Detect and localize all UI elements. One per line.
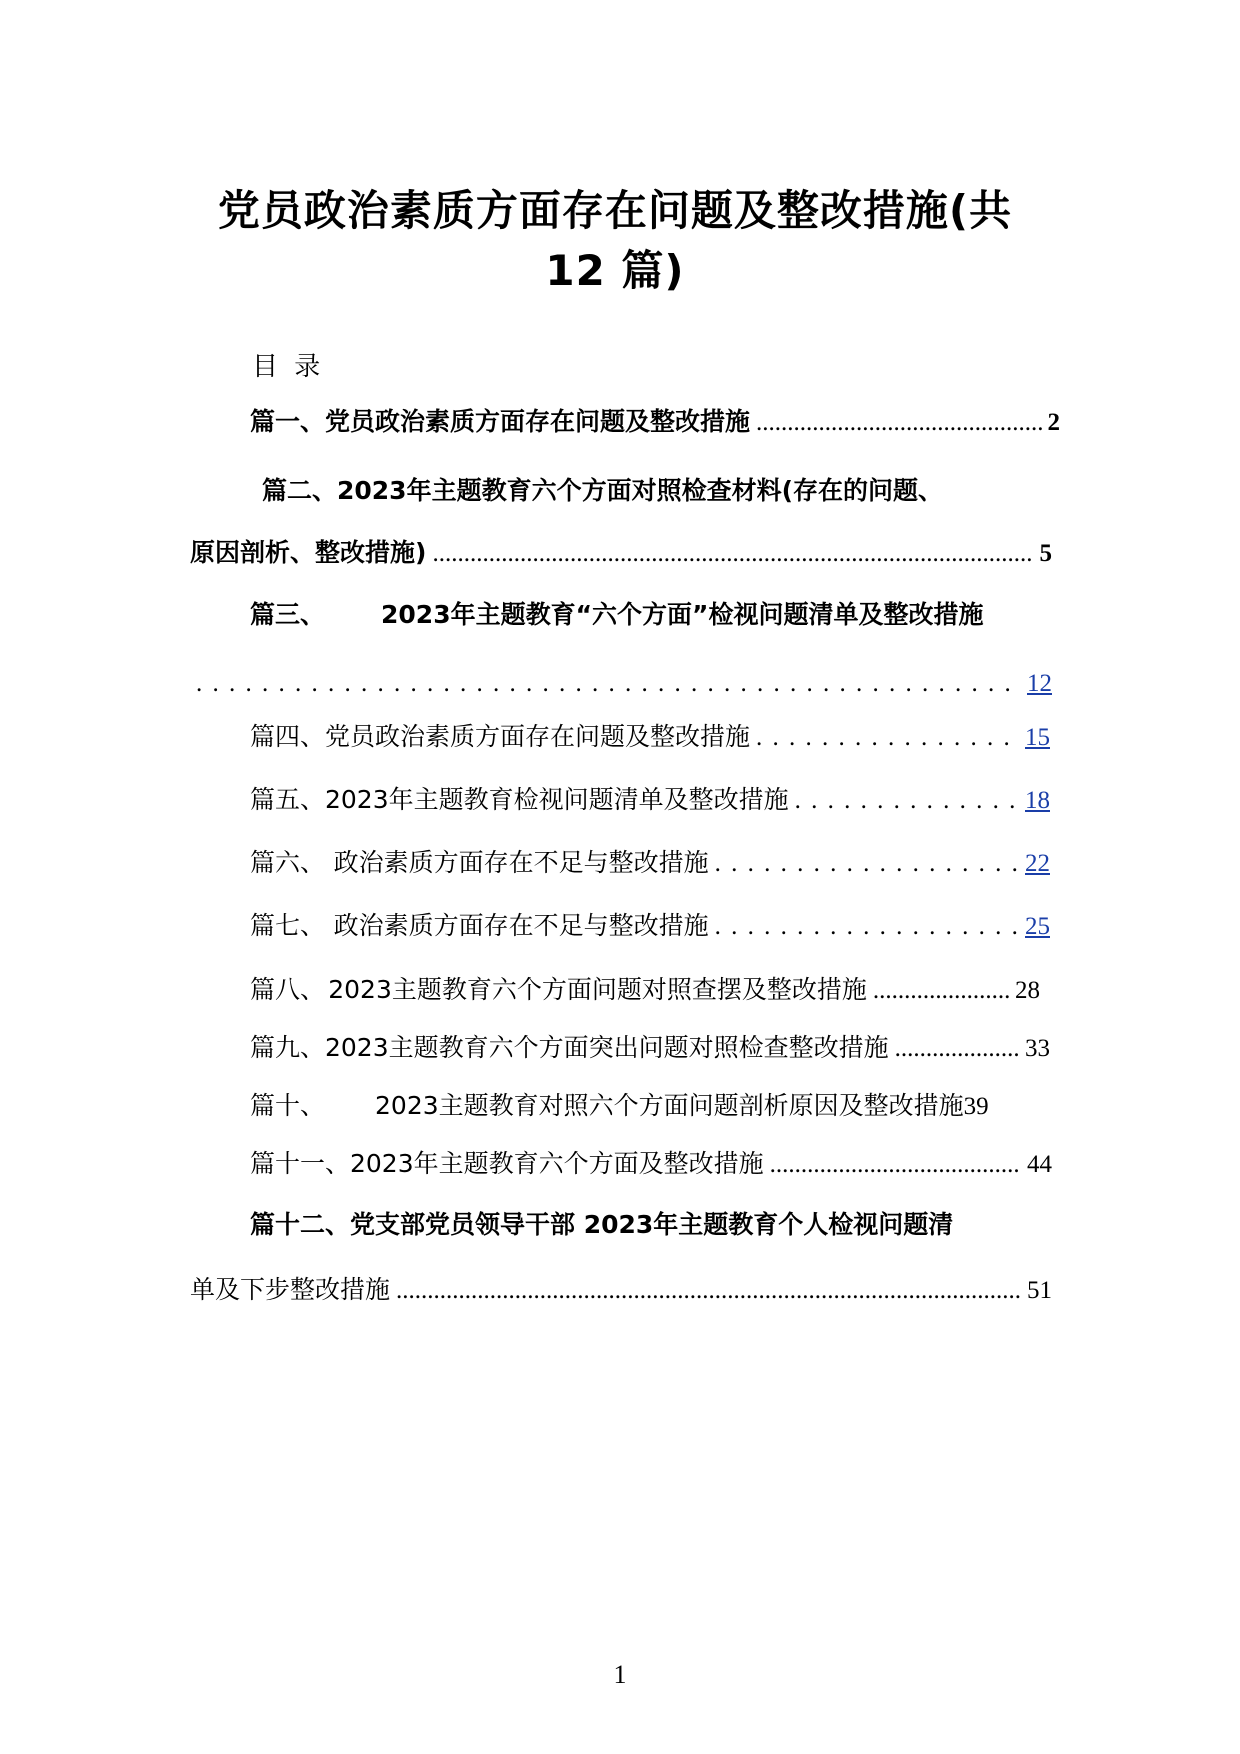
document-title-line-2: 12 篇) [545, 246, 685, 295]
toc-entry-5[interactable] [250, 783, 1050, 818]
toc-entry-8[interactable] [250, 973, 1040, 1008]
toc-leader [795, 784, 1019, 818]
toc-entry-text: 篇二、2023年主题教育六个方面对照检查材料(存在的问题、 [262, 476, 944, 505]
toc-entry-4[interactable] [250, 720, 1050, 755]
toc-entry-label: 篇十、 [250, 1091, 326, 1120]
page-number: 1 [613, 1660, 627, 1689]
toc-page-number: 39 [963, 1093, 989, 1120]
toc-entry-text: 原因剖析、整改措施) [190, 538, 427, 567]
toc-heading: 目 录 [252, 352, 325, 382]
toc-leader [756, 721, 1019, 755]
toc-entry-10[interactable] [250, 1089, 1060, 1124]
toc-entry-label: 篇八、 [250, 975, 326, 1004]
toc-entry-1[interactable] [250, 405, 1060, 440]
toc-page-number: 28 [1015, 977, 1040, 1004]
toc-entry-7[interactable] [250, 909, 1050, 944]
toc-entry-12-line-2[interactable] [190, 1273, 1052, 1308]
toc-page-number: 44 [1027, 1151, 1052, 1178]
toc-entry-2-line-2[interactable] [190, 536, 1052, 571]
toc-entry-9[interactable] [250, 1031, 1050, 1066]
toc-page-link[interactable]: 15 [1025, 724, 1050, 751]
toc-leader [396, 1274, 1021, 1308]
toc-entry-text: 篇四、党员政治素质方面存在问题及整改措施 [250, 722, 751, 751]
toc-entry-3-line-2[interactable] [190, 667, 1052, 701]
toc-page-number: 51 [1027, 1277, 1052, 1304]
toc-leader [432, 537, 1033, 571]
toc-entry-text: 政治素质方面存在不足与整改措施 [333, 848, 709, 877]
toc-entry-text: 篇九、2023主题教育六个方面突出问题对照检查整改措施 [250, 1033, 889, 1062]
toc-page-link[interactable]: 12 [1027, 670, 1052, 697]
toc-entry-label: 篇六、 [250, 848, 326, 877]
toc-entry-text: 篇一、党员政治素质方面存在问题及整改措施 [250, 407, 751, 436]
toc-page-link[interactable]: 22 [1025, 850, 1050, 877]
toc-leader [756, 406, 1041, 440]
toc-entry-label: 篇三、 [250, 600, 326, 629]
toc-entry-text: 政治素质方面存在不足与整改措施 [333, 911, 709, 940]
toc-entry-11[interactable] [250, 1147, 1052, 1182]
document-title-line-1: 党员政治素质方面存在问题及整改措施(共 [217, 186, 1013, 235]
toc-entry-2-line-1[interactable] [262, 474, 1062, 508]
toc-entry-text: 2023主题教育对照六个方面问题剖析原因及整改措施 [375, 1091, 964, 1120]
toc-leader [770, 1148, 1021, 1182]
toc-entry-12-line-1[interactable] [250, 1208, 1060, 1242]
toc-entry-text: 单及下步整改措施 [190, 1275, 391, 1304]
toc-entry-6[interactable] [250, 846, 1050, 881]
toc-leader [715, 910, 1019, 944]
toc-entry-text: 篇十一、2023年主题教育六个方面及整改措施 [250, 1149, 764, 1178]
toc-page-number: 5 [1039, 540, 1052, 567]
toc-page-link[interactable]: 25 [1025, 913, 1050, 940]
toc-entry-text: 篇十二、党支部党员领导干部 2023年主题教育个人检视问题清 [250, 1210, 954, 1239]
toc-leader [715, 847, 1019, 881]
toc-entry-text: 2023主题教育六个方面问题对照查摆及整改措施 [328, 975, 867, 1004]
toc-page-number: 33 [1025, 1035, 1050, 1062]
toc-entry-text: 2023年主题教育“六个方面”检视问题清单及整改措施 [381, 600, 984, 629]
toc-leader [873, 974, 1009, 1008]
toc-entry-label: 篇七、 [250, 911, 326, 940]
toc-page-link[interactable]: 18 [1025, 787, 1050, 814]
toc-entry-text: 篇五、2023年主题教育检视问题清单及整改措施 [250, 785, 789, 814]
toc-entry-3-line-1[interactable] [250, 598, 1060, 632]
toc-leader [895, 1032, 1019, 1066]
toc-page-number: 2 [1047, 409, 1060, 436]
toc-leader [196, 667, 1021, 701]
